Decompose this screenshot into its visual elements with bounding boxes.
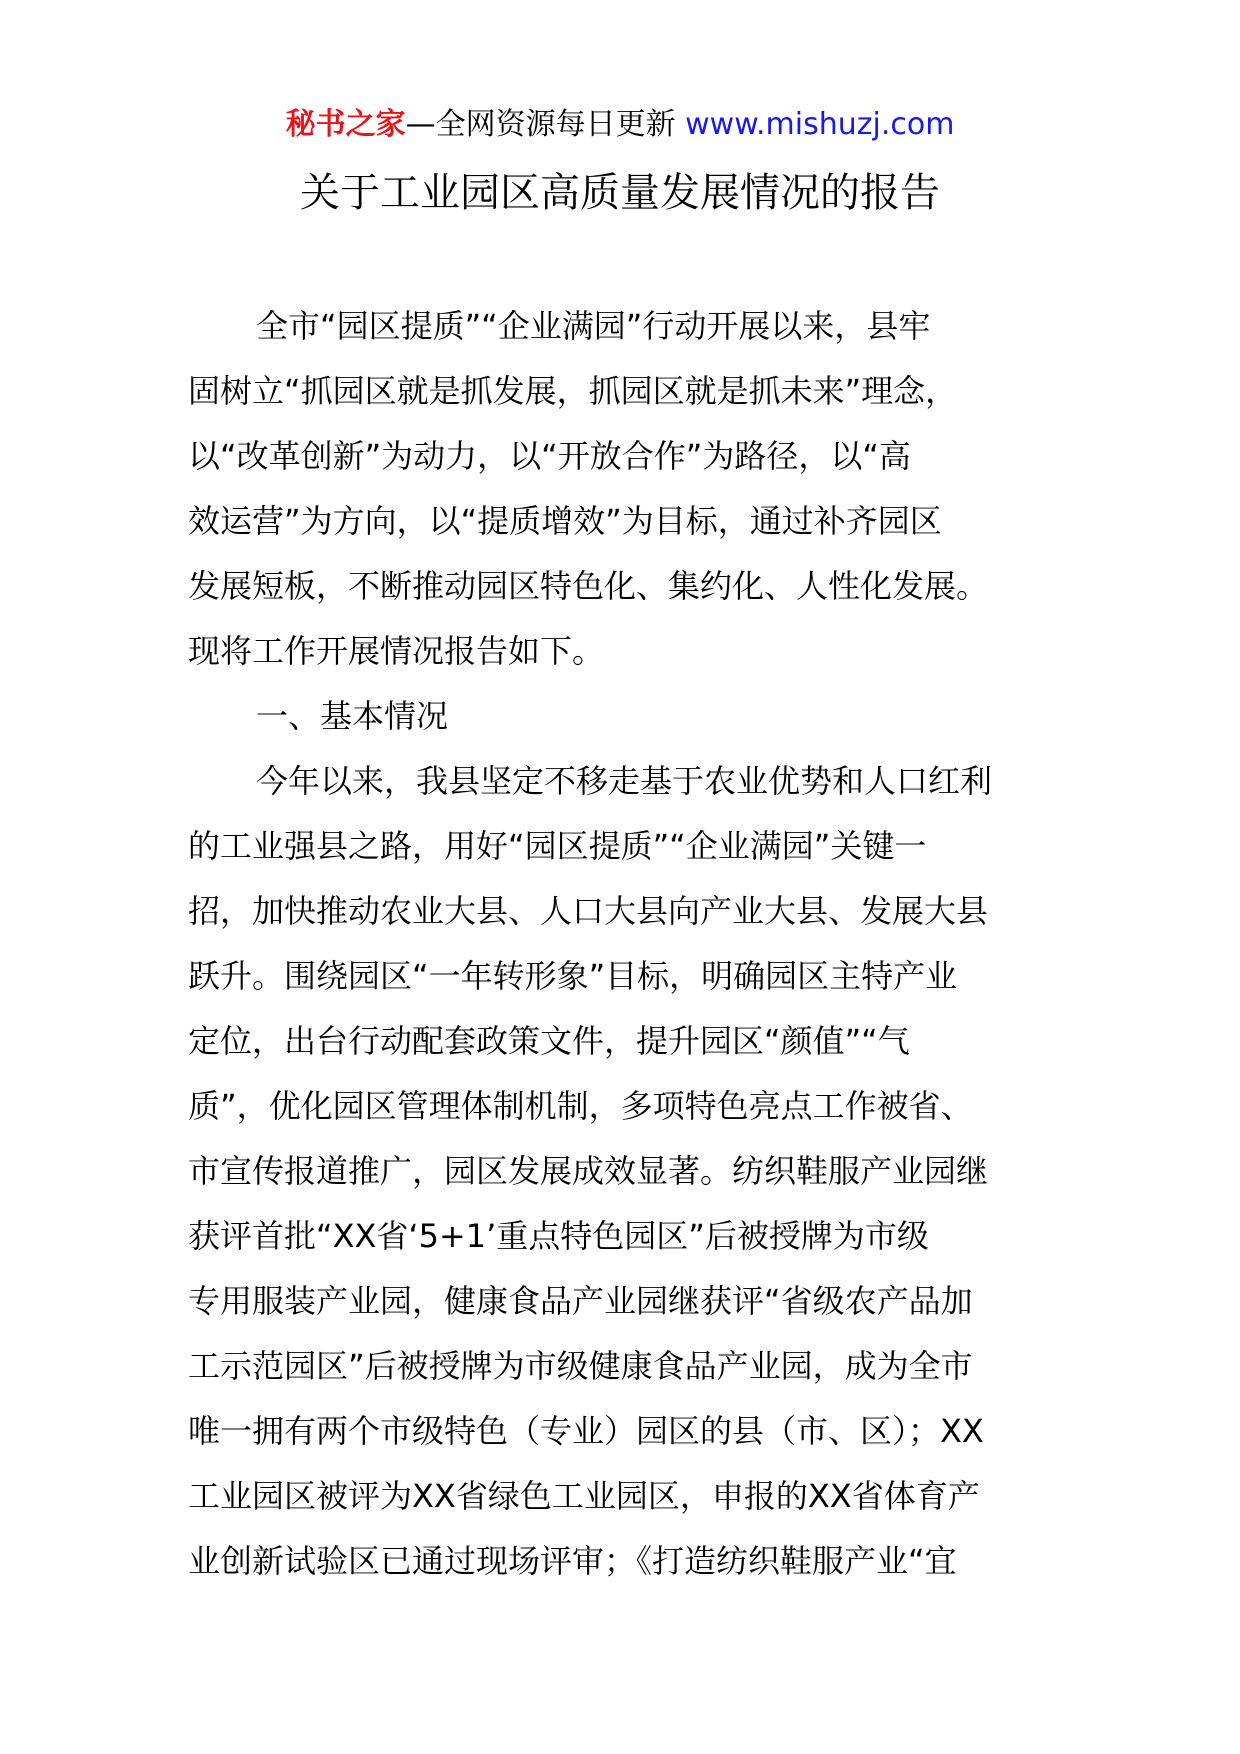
text-line: 跃升。围绕园区“一年转形象”目标，明确园区主特产业 bbox=[188, 957, 958, 995]
text-line: 以“改革创新”为动力，以“开放合作”为路径，以“高 bbox=[188, 437, 911, 475]
text-line: 获评首批“XX省‘5+1’重点特色园区”后被授牌为市级 bbox=[188, 1217, 929, 1255]
text-line: 一、基本情况 bbox=[256, 697, 449, 735]
site-url-link[interactable]: www.mishuzj.com bbox=[685, 107, 955, 142]
text-line: 固树立“抓园区就是抓发展，抓园区就是抓未来”理念， bbox=[188, 372, 958, 410]
text-line: 全市“园区提质”“企业满园”行动开展以来，县牢 bbox=[256, 307, 931, 345]
site-header bbox=[0, 101, 1240, 149]
text-line: 工示范园区”后被授牌为市级健康食品产业园，成为全市 bbox=[188, 1347, 973, 1385]
text-line: 的工业强县之路，用好“园区提质”“企业满园”关键一 bbox=[188, 827, 927, 865]
text-line: 现将工作开展情况报告如下。 bbox=[188, 632, 605, 670]
text-line: 业创新试验区已通过现场评审；《打造纺织鞋服产业“宜 bbox=[188, 1542, 957, 1580]
text-line: 今年以来，我县坚定不移走基于农业优势和人口红利 bbox=[256, 762, 993, 800]
text-line: 发展短板，不断推动园区特色化、集约化、人性化发展。 bbox=[188, 567, 989, 605]
document-body bbox=[188, 294, 1058, 1594]
text-line: 市宣传报道推广，园区发展成效显著。纺织鞋服产业园继 bbox=[188, 1152, 989, 1190]
text-line: 效运营”为方向，以“提质增效”为目标，通过补齐园区 bbox=[188, 502, 942, 540]
text-line: 质”，优化园区管理体制机制，多项特色亮点工作被省、 bbox=[188, 1087, 973, 1125]
text-line: 专用服装产业园，健康食品产业园继获评“省级农产品加 bbox=[188, 1282, 973, 1320]
text-line: 定位，出台行动配套政策文件，提升园区“颜值”“气 bbox=[188, 1022, 910, 1060]
site-brand: 秘书之家 bbox=[285, 107, 406, 142]
text-line: 招，加快推动农业大县、人口大县向产业大县、发展大县 bbox=[188, 892, 989, 930]
text-line: 工业园区被评为XX省绿色工业园区，申报的XX省体育产 bbox=[188, 1477, 980, 1515]
site-tagline: —全网资源每日更新 bbox=[405, 107, 676, 142]
document-title: 关于工业园区高质量发展情况的报告 bbox=[300, 170, 940, 216]
text-line: 唯一拥有两个市级特色（专业）园区的县（市、区）；XX bbox=[188, 1412, 984, 1450]
